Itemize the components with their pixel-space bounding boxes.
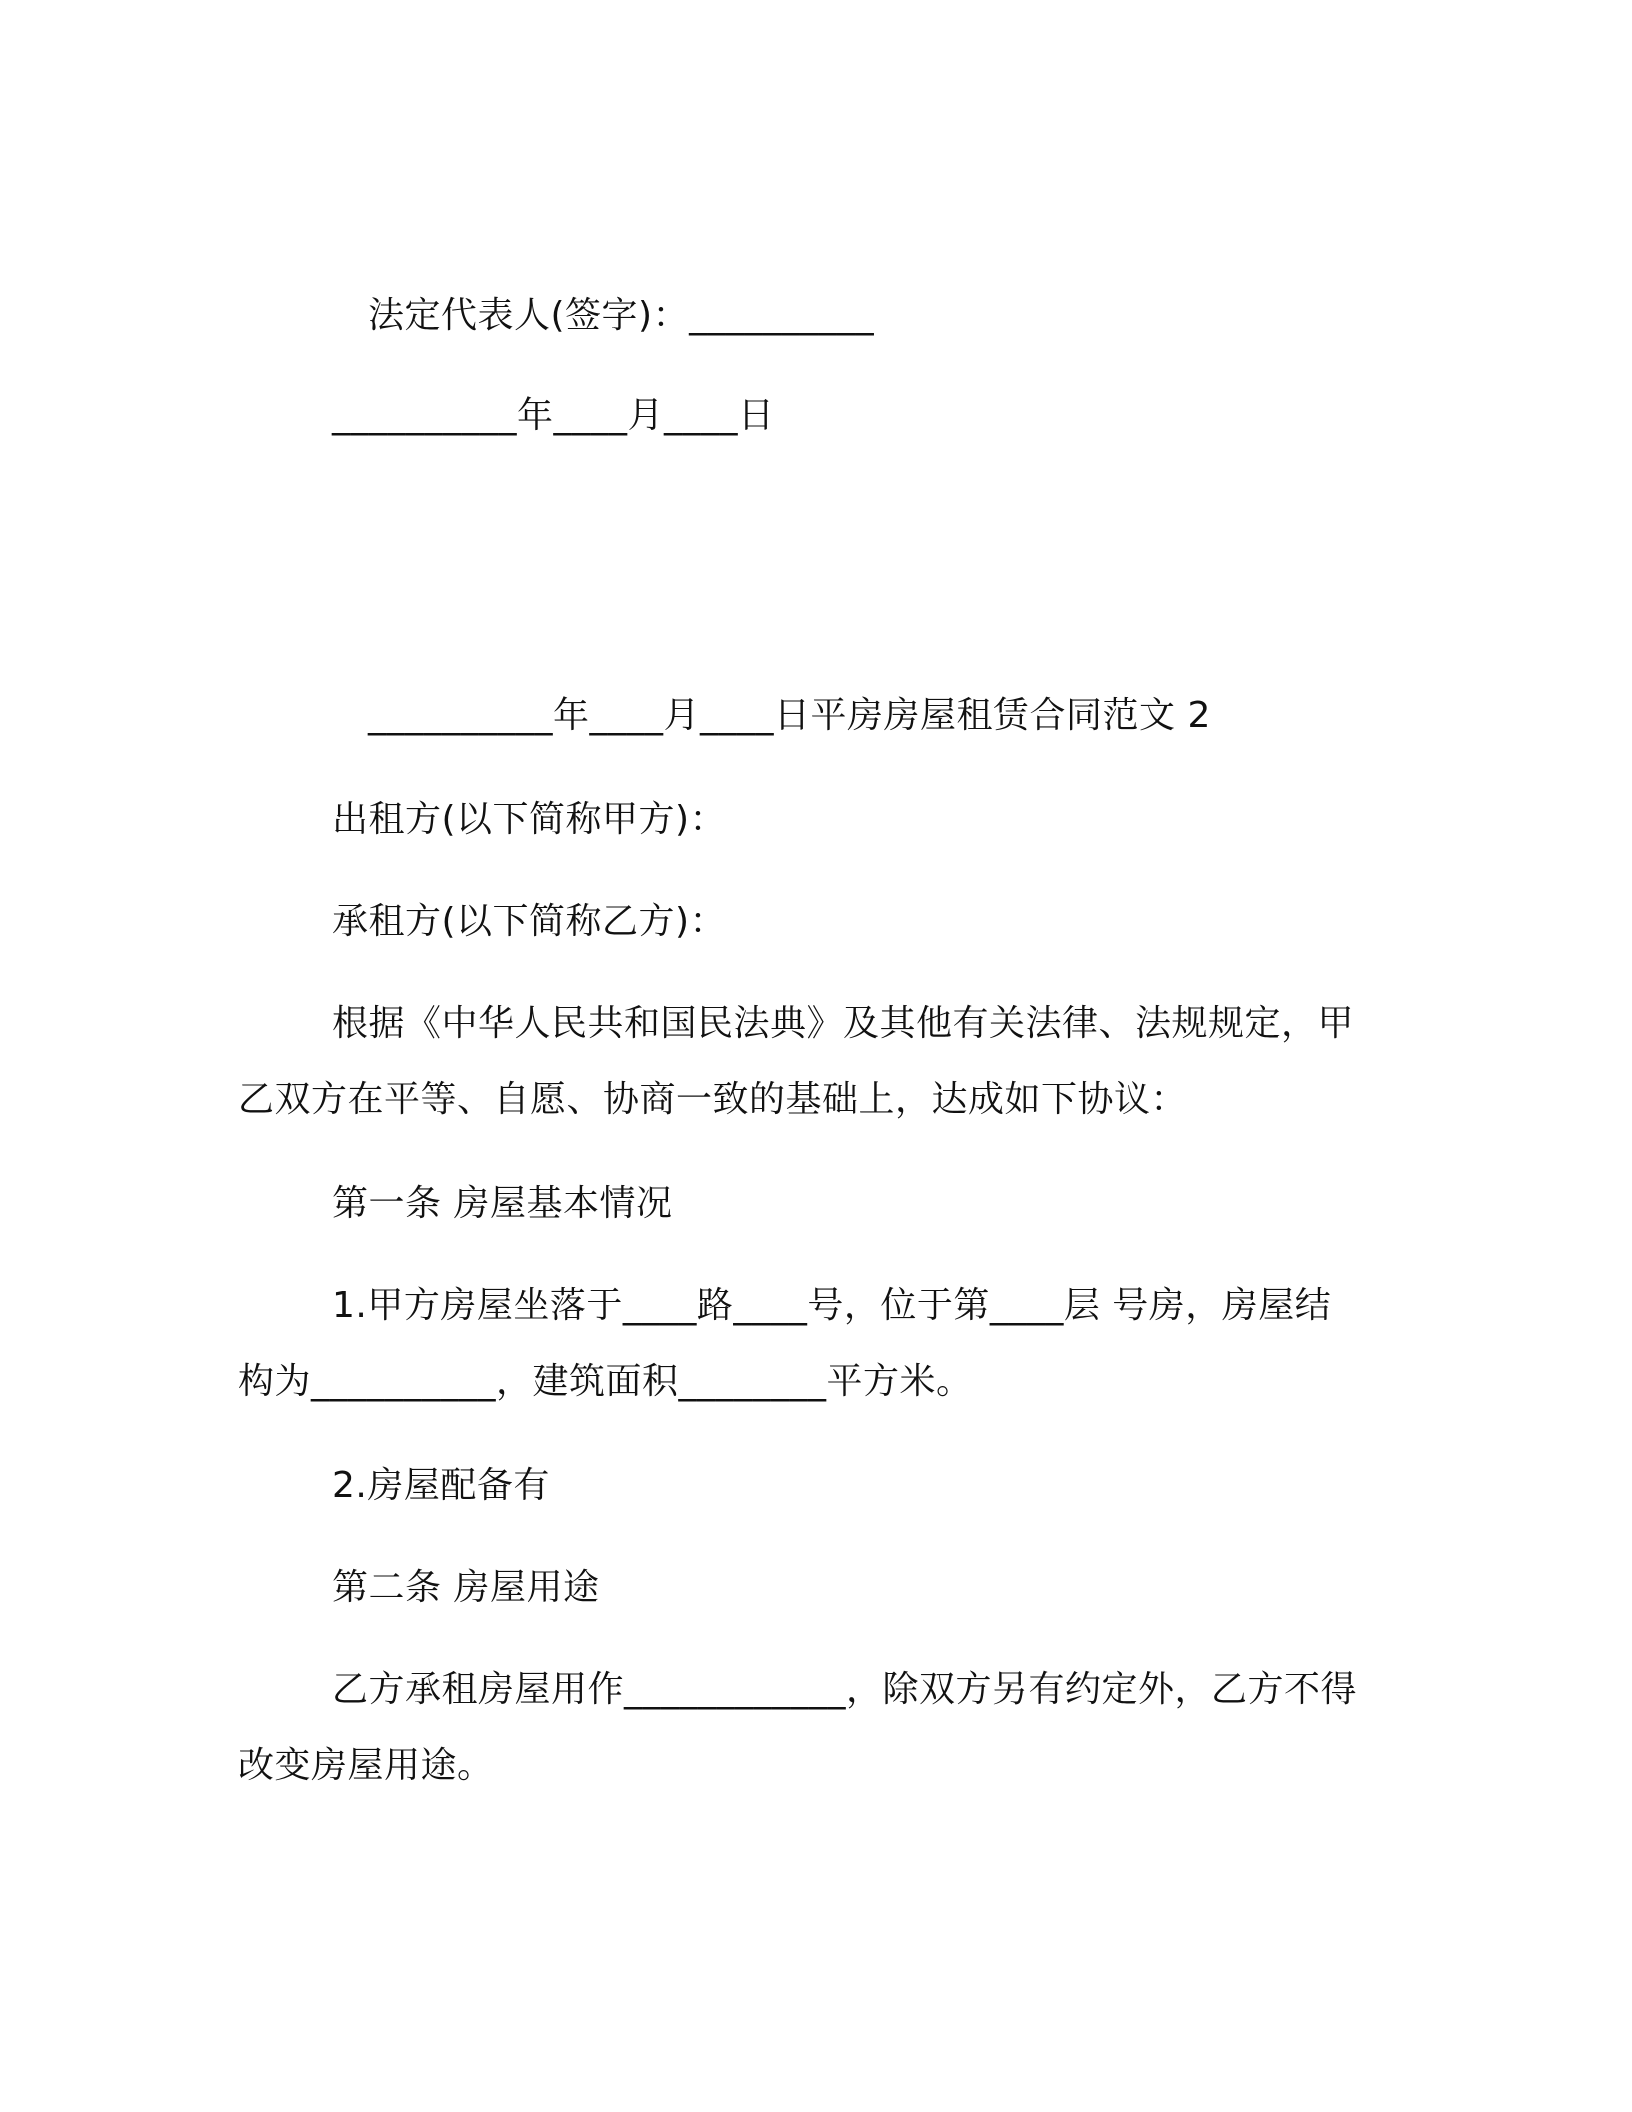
preamble-line-1: 根据《中华人民共和国民法典》及其他有关法律、法规规定，甲	[332, 1003, 1355, 1044]
item-2-line: 2.房屋配备有	[332, 1465, 550, 1506]
article-2-heading: 第二条 房屋用途	[332, 1567, 600, 1608]
date-line: __________年____月____日	[332, 395, 775, 436]
item-1-line-2: 构为__________，建筑面积________平方米。	[238, 1361, 973, 1402]
item-1-line-1: 1.甲方房屋坐落于____路____号，位于第____层 号房，房屋结	[332, 1285, 1332, 1326]
preamble-line-2: 乙双方在平等、自愿、协商一致的基础上，达成如下协议：	[238, 1079, 1188, 1120]
signature-line: 法定代表人(签字)：__________	[368, 295, 875, 336]
lessor-line: 出租方(以下简称甲方)：	[332, 799, 727, 840]
usage-line-1: 乙方承租房屋用作____________，除双方另有约定外，乙方不得	[332, 1669, 1358, 1710]
usage-line-2: 改变房屋用途。	[238, 1745, 494, 1786]
lessee-line: 承租方(以下简称乙方)：	[332, 901, 727, 942]
contract-title: __________年____月____日平房房屋租赁合同范文 2	[368, 695, 1211, 736]
article-1-heading: 第一条 房屋基本情况	[332, 1183, 673, 1224]
